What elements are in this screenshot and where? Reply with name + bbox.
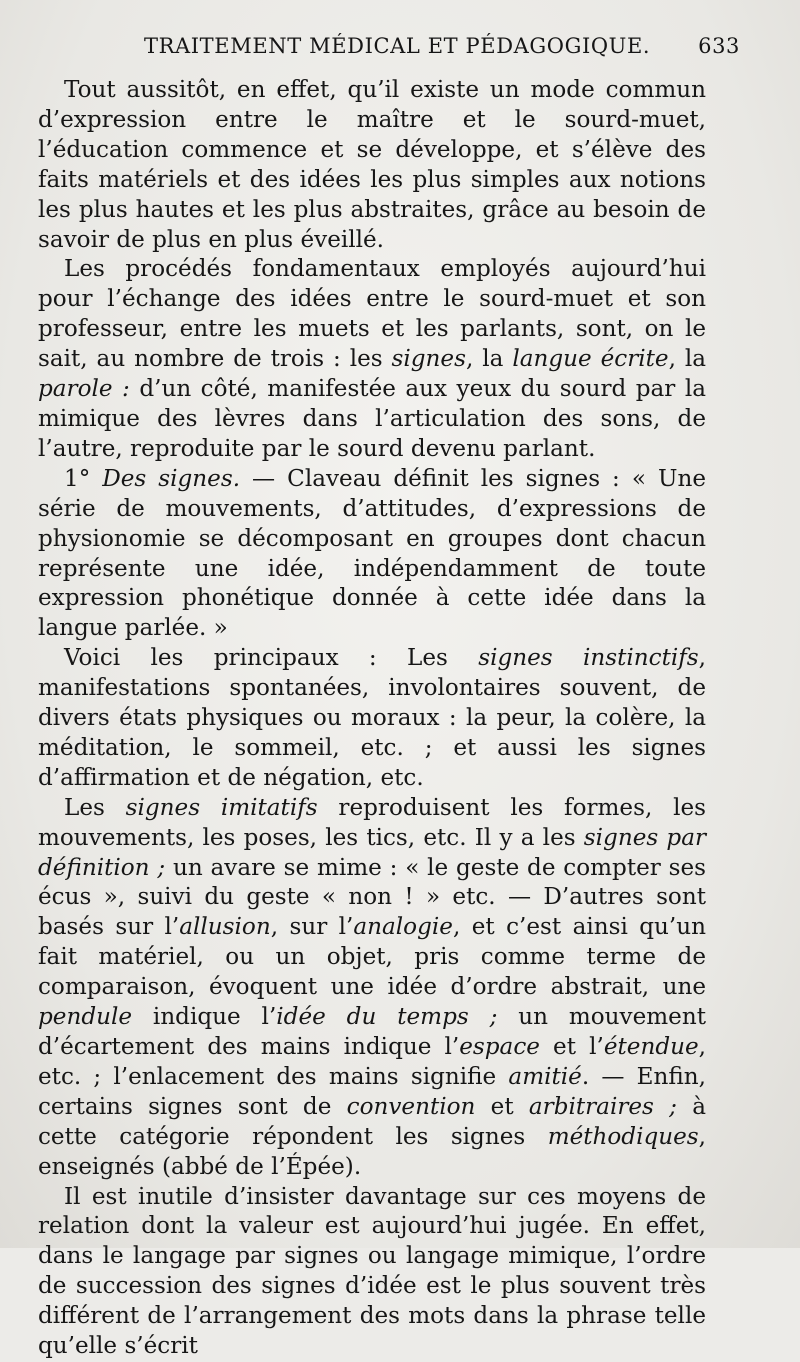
italic-text: pendule [38, 1004, 133, 1031]
italic-text: signes [391, 346, 466, 373]
text-run: Les procédés fondamentaux employés aujourd’hui pour l’échange des idées entre le sourd-muet et son professeur, entre les muets et les parlants, sont, on le sait, au nombre de trois : les [38, 256, 706, 373]
text-run: Voici les principaux : Les [64, 645, 479, 672]
text-run: et [475, 1093, 529, 1120]
text-run: reproduisent les formes, les mouvements, les poses, les tics, etc. Il y a les [38, 794, 706, 851]
italic-text: étendue [603, 1034, 699, 1060]
text-run: , la [465, 346, 513, 373]
text-run: — Claveau définit les signes : « Une série de mouvements, d’attitudes, d’expressions de physionomie se décomposant en groupes dont chacun représente une idée, indépendamment de toute expression phonétique donnée à cette idée dans la langue parlée. » [38, 465, 706, 642]
text-run: , manifestations spontanées, involontaires souvent, de divers états physiques ou moraux : la peur, la colère, la méditation, le sommeil, etc. ; et aussi les signes d’affirmation et de négation, etc. [38, 645, 706, 791]
text-run: Les [64, 794, 126, 821]
italic-text: espace [459, 1034, 540, 1060]
running-title: TRAITEMENT MÉDICAL ET PÉDAGOGIQUE. [144, 34, 651, 58]
italic-text: signes par définition ; [38, 824, 707, 881]
text-run: Tout aussitôt, en effet, qu’il existe un mode commun d’expression entre le maître et le sourd-muet, l’éducation commence et se développe, et s’élève des faits matériels et des idées les plus simples aux notions les plus hautes et les plus abstraites, grâce au besoin de savoir de plus en plus éveillé. [38, 77, 706, 253]
page-number: 633 [698, 34, 740, 58]
italic-text: signes imitatifs [125, 794, 318, 821]
text-run: , etc. ; l’enlacement des mains signifie [38, 1034, 706, 1090]
paragraph [38, 255, 706, 464]
paragraph [38, 644, 706, 794]
text-run: à cette catégorie répondent les signes [38, 1093, 706, 1150]
text-run: d’un côté, manifestée aux yeux du sourd par la mimique des lèvres dans l’articulation des sons, de l’autre, reproduite par le sourd devenu parlant. [38, 376, 706, 462]
italic-text: parole : [38, 376, 130, 403]
text-run: et l’ [539, 1034, 604, 1060]
paragraph [38, 76, 706, 255]
italic-text: allusion [179, 914, 271, 941]
paragraph [38, 1183, 706, 1362]
italic-text: idée du temps ; [276, 1004, 498, 1031]
italic-text: signes instinctifs [478, 645, 699, 672]
text-run: , la [668, 346, 707, 373]
text-run: . — Enfin, certains signes sont de [38, 1063, 707, 1120]
text-run: , sur l’ [270, 914, 354, 941]
italic-text: convention [346, 1093, 476, 1120]
italic-text: analogie [353, 914, 453, 941]
text-run: 1° [64, 465, 103, 492]
paragraph [38, 465, 706, 644]
text-run: un mouvement d’écartement des mains indique l’ [38, 1004, 706, 1060]
text-run: un avare se mime : « le geste de compter ses écus », suivi du geste « non ! » etc. — D’autres sont basés sur l’ [38, 854, 706, 941]
body-text [38, 76, 706, 1362]
italic-text: Des signes. [102, 465, 241, 492]
text-run: , enseignés (abbé de l’Épée). [38, 1123, 706, 1180]
italic-text: amitié [508, 1063, 582, 1090]
italic-text: arbitraires ; [528, 1093, 677, 1120]
text-run: Il est inutile d’insister davantage sur ces moyens de relation dont la valeur est aujourd’hui jugée. En effet, dans le langage par signes ou langage mimique, l’ordre de succession des signes d’idée est le plus souvent très différent de l’arrangement des mots dans la phrase telle qu’elle s’écrit [38, 1183, 706, 1360]
text-run: indique l’ [132, 1004, 277, 1031]
paragraph [38, 794, 706, 1183]
running-header [110, 34, 740, 64]
text-run: , et c’est ainsi qu’un fait matériel, ou un objet, pris comme terme de comparaison, évoquent une idée d’ordre abstrait, une [38, 914, 707, 1001]
italic-text: langue écrite [512, 346, 669, 373]
italic-text: méthodiques [547, 1123, 699, 1150]
